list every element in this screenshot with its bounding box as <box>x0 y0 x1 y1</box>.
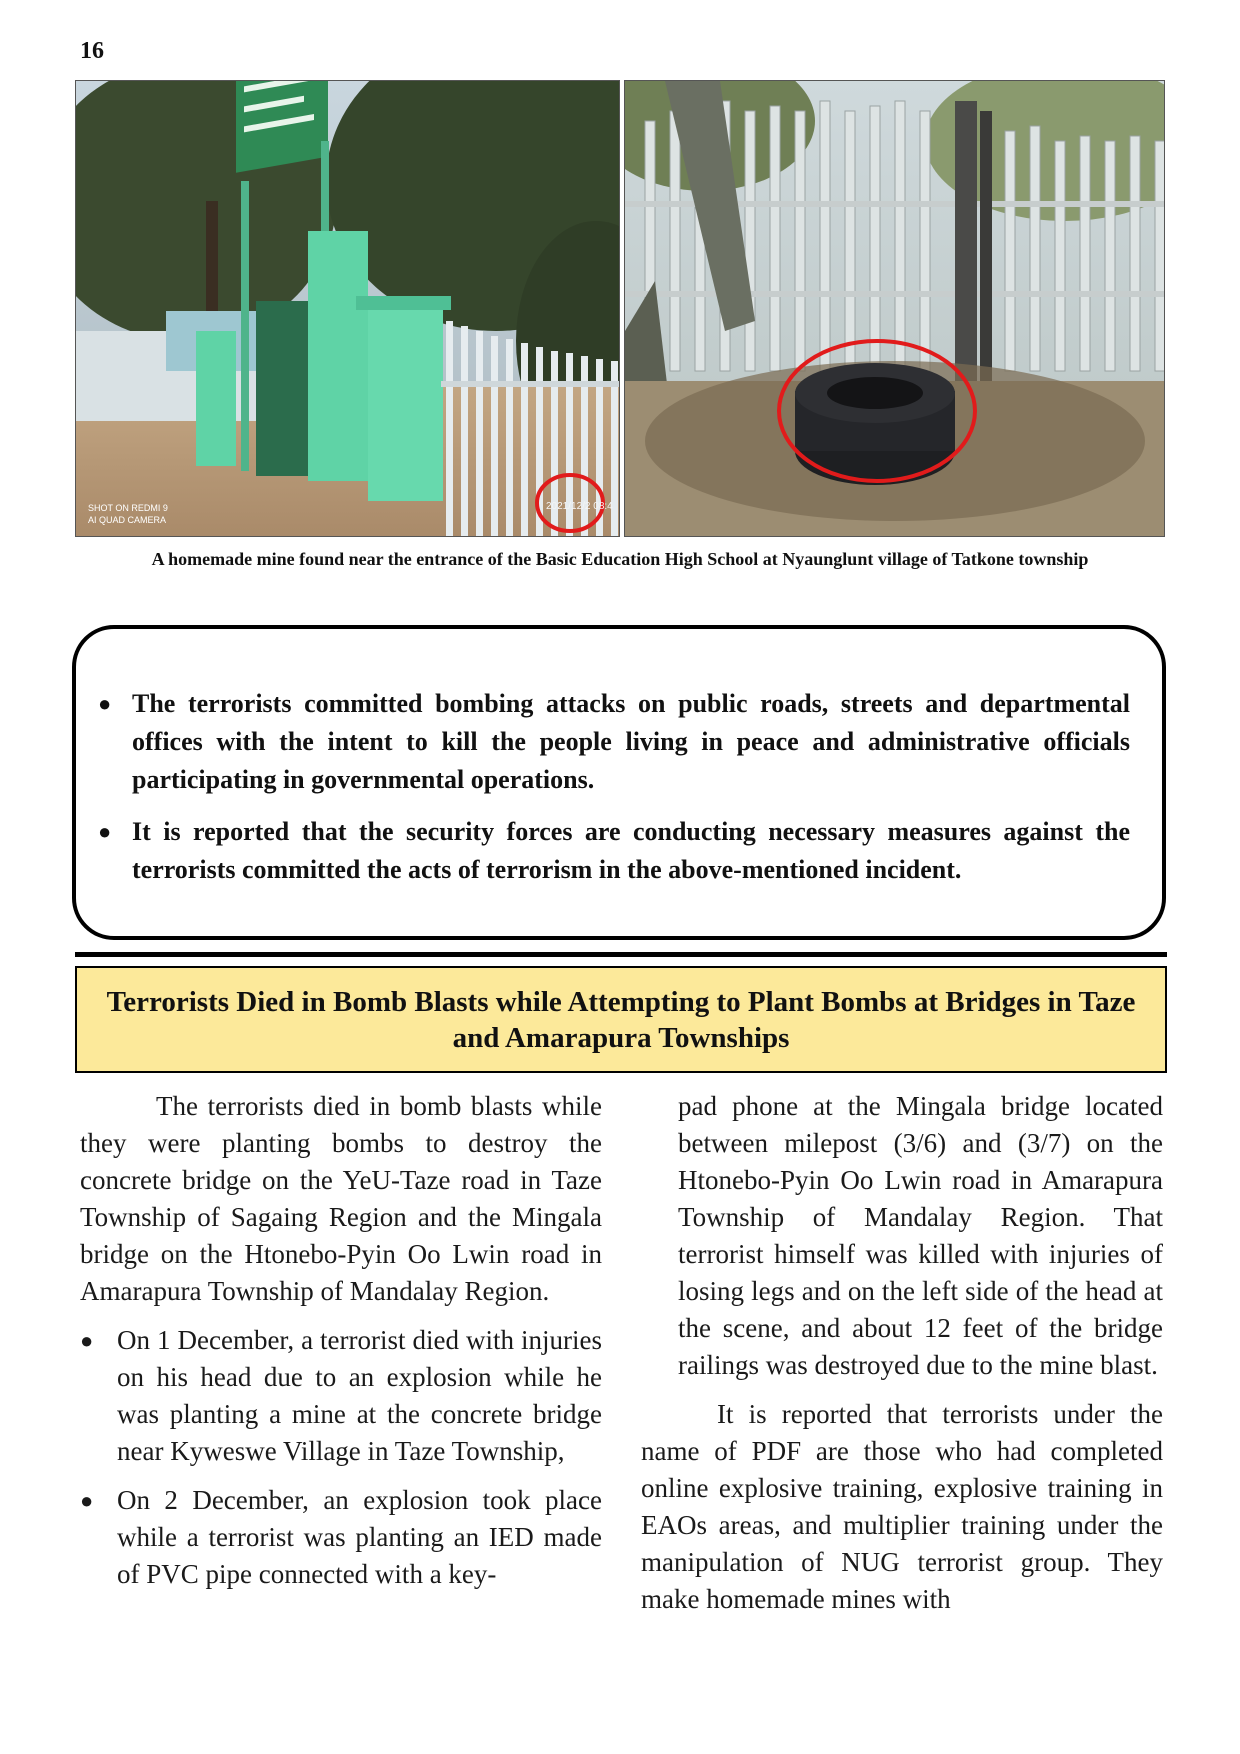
section-divider <box>75 952 1167 957</box>
summary-bullet-list <box>94 685 1130 903</box>
page-number: 16 <box>80 38 104 64</box>
article-headline: Terrorists Died in Bomb Blasts while Attempting to Plant Bombs at Bridges in Taze and Amarapura Townships <box>106 985 1136 1054</box>
date-stamp: 2021/12/2 08:4 <box>546 501 613 512</box>
article-headline-box <box>75 966 1167 1073</box>
article-left-column <box>80 1088 602 1605</box>
incident-bullet-text: On 1 December, a terrorist died with injuries on his head due to an explosion while he was planting a mine at the concrete bridge near Kyweswe Village in Taze Township, <box>117 1325 602 1466</box>
article-intro-paragraph: The terrorists died in bomb blasts while they were planting bombs to destroy the concrete bridge on the YeU-Taze road in Taze Township of Sagaing Region and the Mingala bridge on the Htonebo-Pyin Oo Lwin road in Amarapura Township of Mandalay Region. <box>80 1091 602 1306</box>
incident-bullet-text: On 2 December, an explosion took place while a terrorist was planting an IED made of PVC pipe connected with a key- <box>117 1485 602 1589</box>
summary-bullet <box>94 685 1130 799</box>
incident-bullet <box>80 1482 602 1593</box>
tire-mine-photo <box>624 80 1165 537</box>
bullet-icon: ● <box>98 819 112 844</box>
photo-pair <box>75 80 1165 537</box>
summary-callout-box <box>72 625 1166 940</box>
incident-bullet <box>80 1322 602 1470</box>
summary-bullet-text: It is reported that the security forces are conducting necessary measures against the terrorists committed the acts of terrorism in the above-mentioned incident. <box>132 817 1130 884</box>
bullet-icon: ● <box>80 1488 94 1513</box>
summary-bullet-text: The terrorists committed bombing attacks on public roads, streets and departmental offices with the intent to kill the people living in peace and administrative officials participating in governmental operations. <box>132 689 1130 794</box>
camera-watermark-line1: SHOT ON REDMI 9 <box>88 503 168 513</box>
article-closing-paragraph: It is reported that terrorists under the name of PDF are those who had completed online explosive training, explosive training in EAOs areas, and multiplier training under the manipulation of NUG terrorist group. They make homemade mines with <box>641 1399 1163 1614</box>
incident-bullet-continuation: pad phone at the Mingala bridge located between milepost (3/6) and (3/7) on the Htonebo-Pyin Oo Lwin road in Amarapura Township of Mandalay Region. That terrorist himself was killed with injuries of losing legs and on the left side of the head at the scene, and about 12 feet of the bridge railings was destroyed due to the mine blast. <box>678 1091 1163 1380</box>
bullet-icon: ● <box>80 1328 94 1353</box>
summary-bullet <box>94 813 1130 889</box>
school-entrance-photo <box>75 80 620 537</box>
photo-caption: A homemade mine found near the entrance of the Basic Education High School at Nyaunglunt village of Tatkone township <box>151 549 1089 569</box>
bullet-icon: ● <box>98 691 112 716</box>
article-right-column <box>641 1088 1163 1630</box>
camera-watermark-line2: AI QUAD CAMERA <box>88 515 167 525</box>
